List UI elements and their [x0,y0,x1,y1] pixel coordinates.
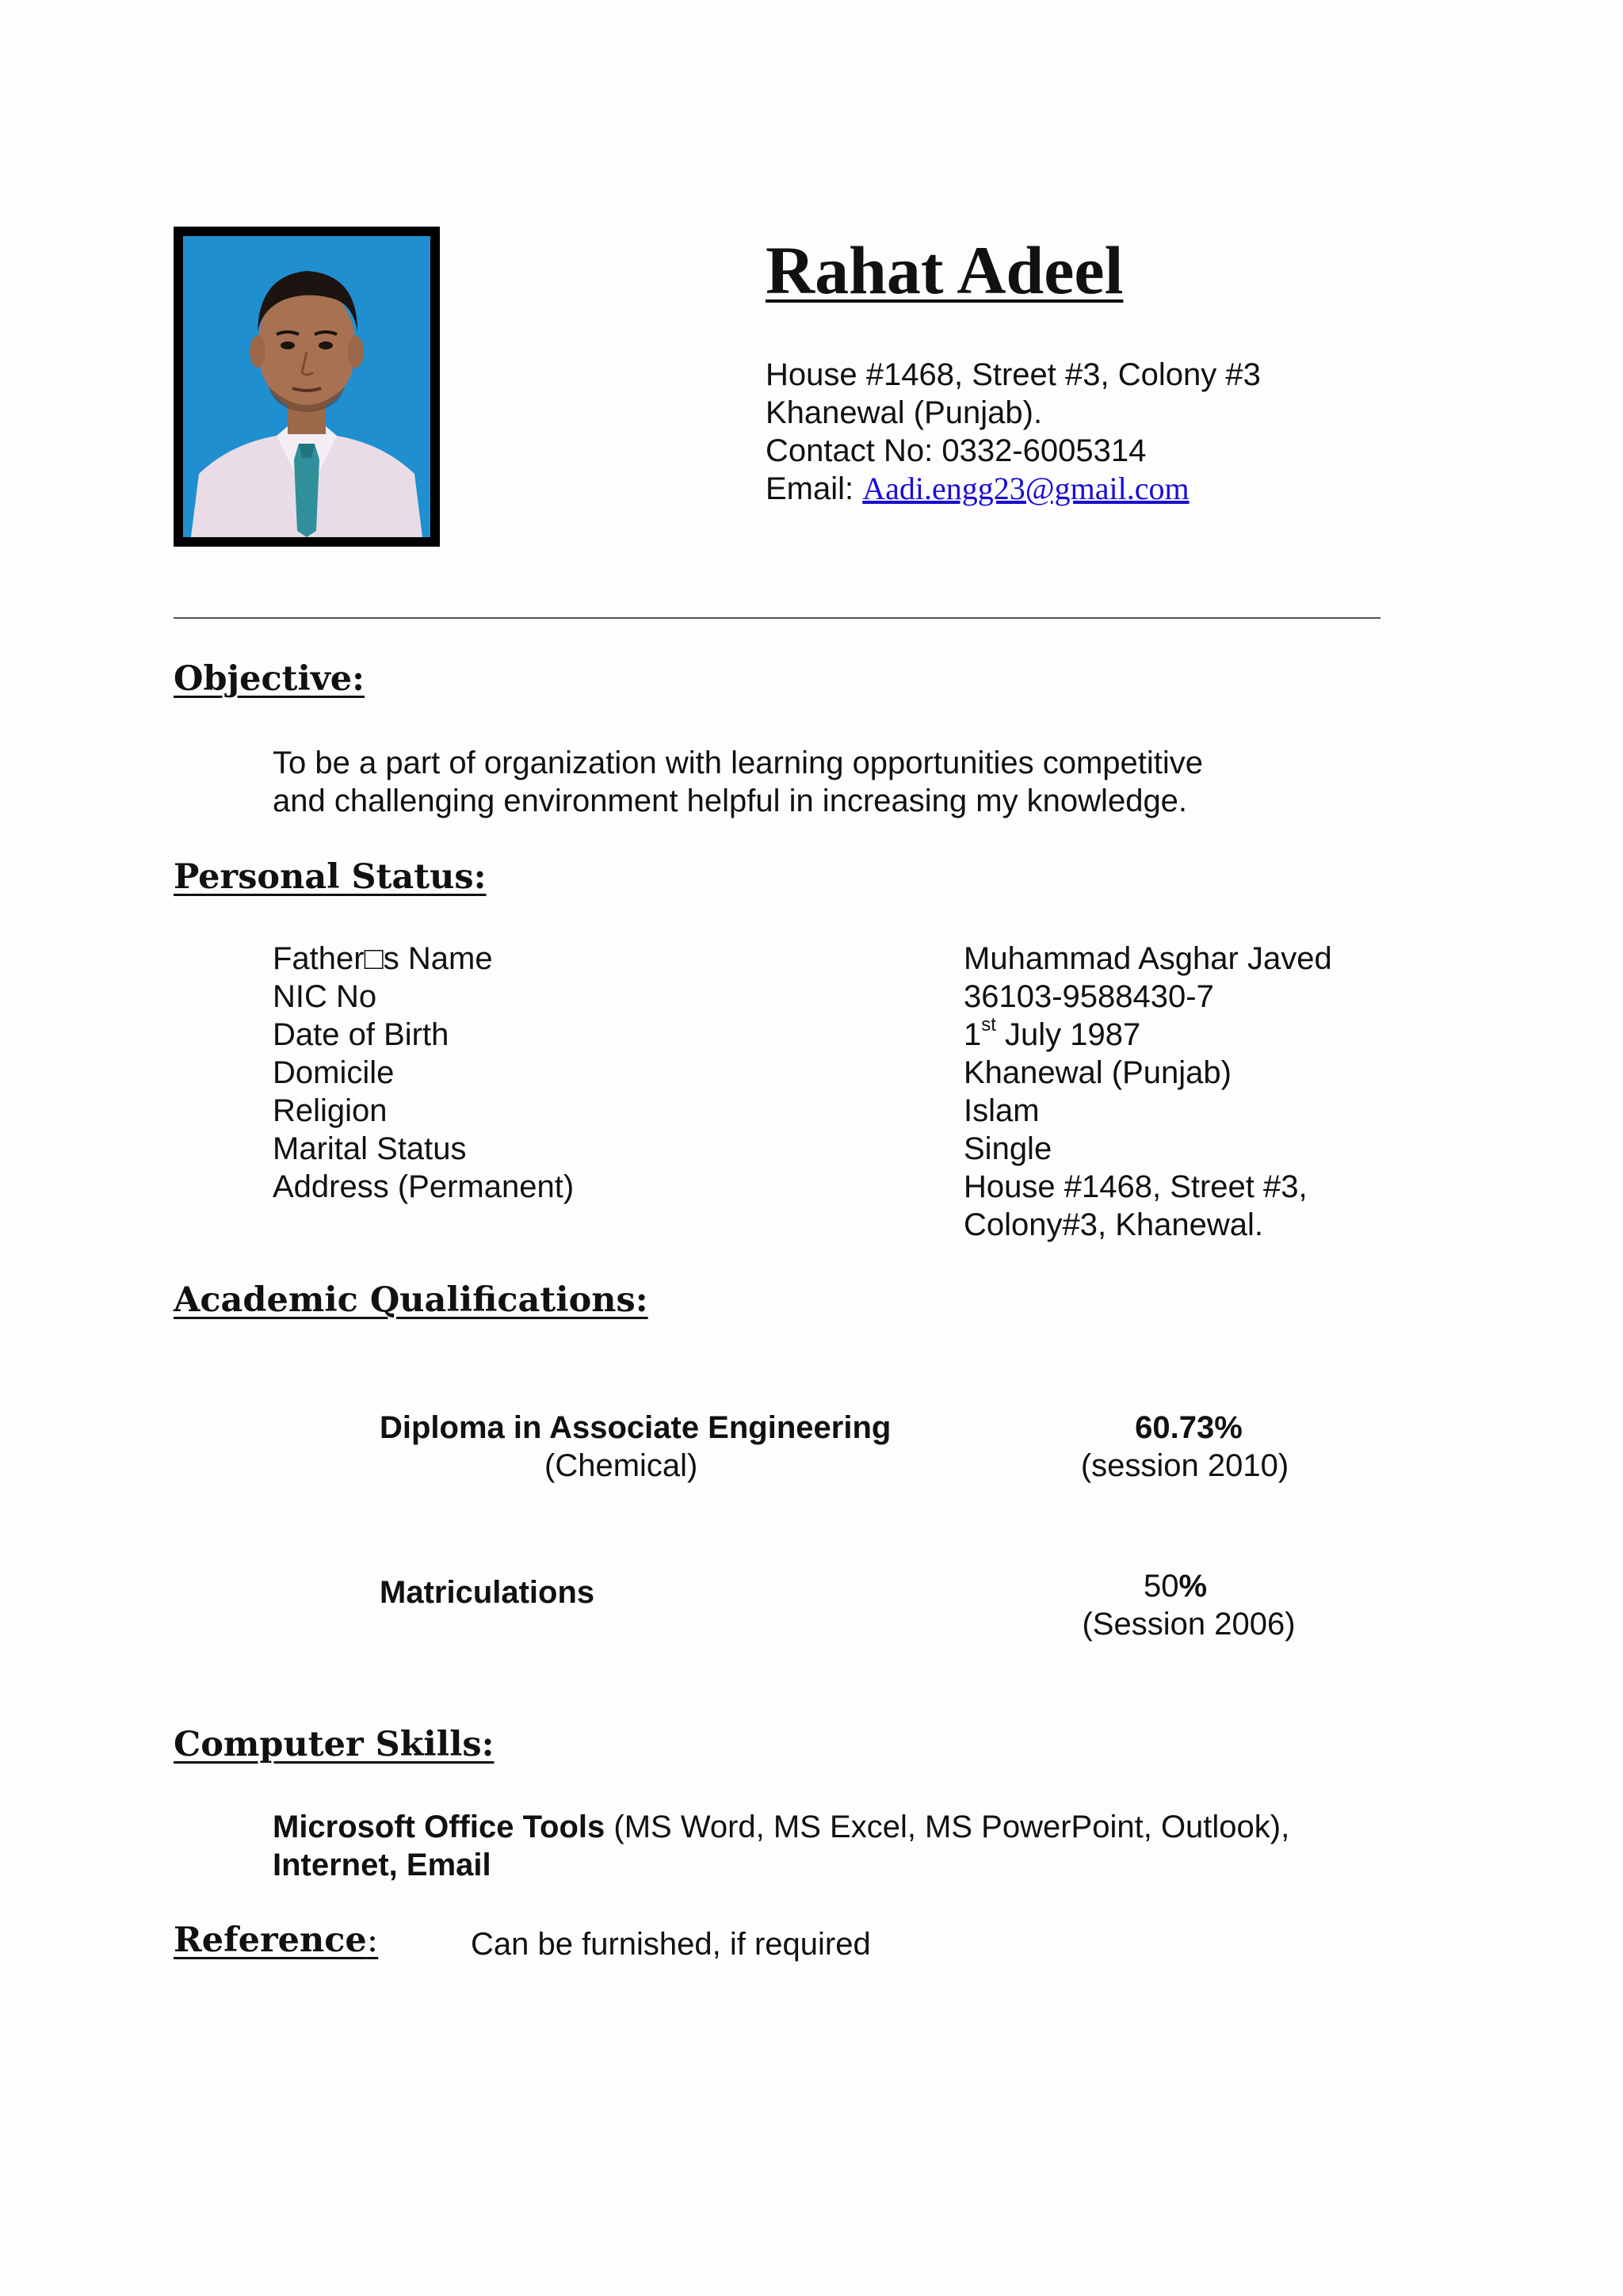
personal-value: 36103-9588430-7 [964,979,1214,1014]
qualification-session: (Session 2006) [1082,1607,1296,1642]
qualification-subtitle: (Chemical) [544,1448,698,1483]
address-line-2: Khanewal (Punjab). [766,395,1043,430]
personal-value: Islam [964,1093,1040,1128]
personal-value: Single [964,1131,1052,1166]
profile-photo [174,227,440,547]
qualification-title: Diploma in Associate Engineering [380,1410,892,1445]
personal-label: Religion [273,1093,388,1128]
skills-line-2: Internet, Email [273,1848,491,1882]
ordinal-suffix: st [981,1014,996,1035]
qualification-title: Matriculations [380,1575,595,1610]
contact-number: Contact No: 0332-6005314 [766,433,1147,468]
skills-line-1: Microsoft Office Tools (MS Word, MS Excel, MS PowerPoint, Outlook), [273,1810,1290,1844]
personal-label: Father□s Name [273,941,493,976]
qualification-session: (session 2010) [1080,1448,1289,1483]
personal-label: Date of Birth [273,1017,449,1052]
personal-status-heading: Personal Status: [174,857,487,897]
personal-value: House #1468, Street #3, [964,1169,1308,1204]
personal-label: Address (Permanent) [273,1169,575,1204]
objective-line-1: To be a part of organization with learning opportunities competitive [273,746,1204,780]
qualification-score: 50% [1143,1569,1208,1604]
qualification-score: 60.73% [1135,1410,1243,1445]
personal-value: Khanewal (Punjab) [964,1055,1232,1090]
header-divider [174,617,1381,619]
computer-skills-heading: Computer Skills: [174,1725,495,1764]
personal-label: Marital Status [273,1131,467,1166]
reference-heading: Reference: [174,1920,379,1960]
reference-text: Can be furnished, if required [471,1927,871,1962]
personal-label: NIC No [273,979,377,1014]
address-line-1: House #1468, Street #3, Colony #3 [766,357,1261,392]
email-line [766,470,1190,508]
academic-heading: Academic Qualifications: [174,1280,648,1320]
personal-value: Muhammad Asghar Javed [964,941,1332,976]
objective-line-2: and challenging environment helpful in increasing my knowledge. [273,784,1188,818]
email-link[interactable]: Aadi.engg23@gmail.com [862,471,1190,506]
personal-value-continued: Colony#3, Khanewal. [964,1207,1264,1242]
email-label: Email: [766,471,863,506]
personal-label: Domicile [273,1055,395,1090]
personal-value: 1st July 1987 [964,1014,1141,1052]
objective-heading: Objective: [174,659,365,699]
candidate-name: Rahat Adeel [766,232,1124,308]
